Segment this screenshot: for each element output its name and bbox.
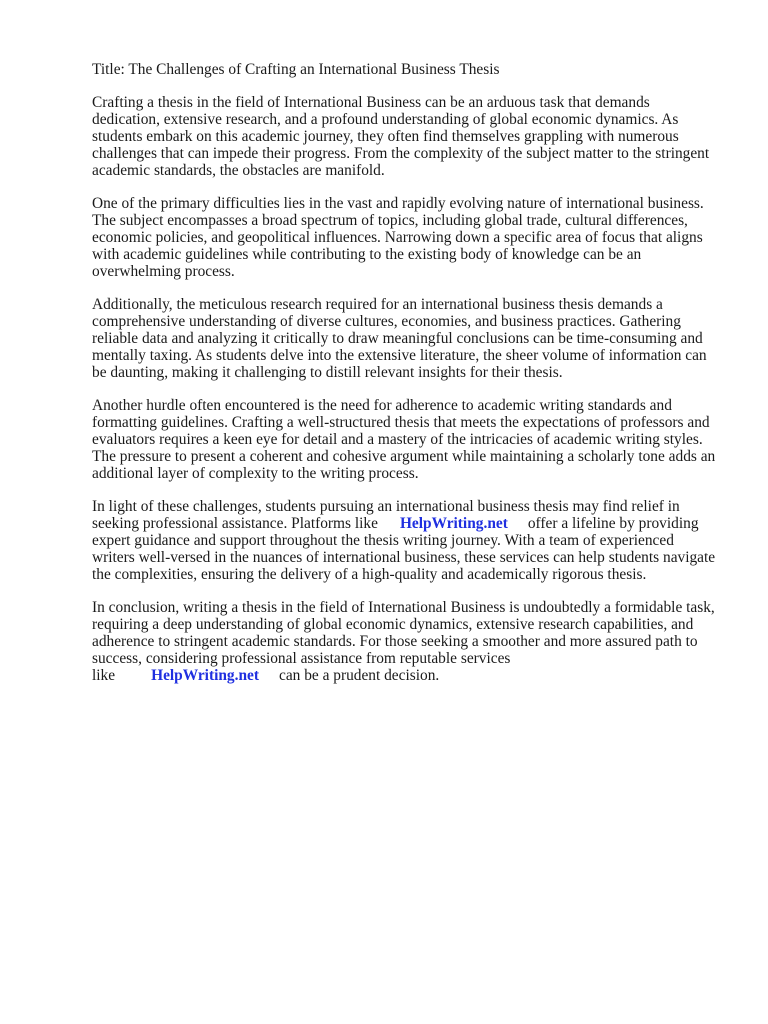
document-title: Title: The Challenges of Crafting an International Business Thesis [92,61,500,78]
paragraph-intro: Crafting a thesis in the field of International Business can be an arduous task that demands dedication, extensive research, and a profound understanding of global economic dynamics. As students embark on this academic journey, they often find themselves grappling with numerous challenges that can impede their progress. From the complexity of the subject matter to the stringent academic standards, the obstacles are manifold. [92,94,710,179]
paragraph-conclusion-text-after: can be a prudent decision. [278,667,440,684]
helpwriting-link[interactable]: HelpWriting.net [399,515,508,532]
helpwriting-link-conclusion[interactable]: HelpWriting.net [151,667,259,684]
paragraph-assistance-text-before: In light of these challenges, students pursuing an international business thesis may find relief in seeking professional assistance. Platforms like [92,498,680,532]
paragraph-assistance-text-after: offer a lifeline by providing expert guidance and support throughout the thesis writing journey. With a team of experienced writers well-versed in the nuances of international business, these services can help students navigate the complexities, ensuring the delivery of a high-quality and academically rigorous thesis. [92,515,716,583]
paragraph-difficulties: One of the primary difficulties lies in the vast and rapidly evolving nature of international business. The subject encompasses a broad spectrum of topics, including global trade, cultural differences, economic policies, and geopolitical influences. Narrowing down a specific area of focus that aligns with academic guidelines while contributing to the existing body of knowledge can be an overwhelming process. [92,195,704,280]
paragraph-writing-standards: Another hurdle often encountered is the need for adherence to academic writing standards and formatting guidelines. Crafting a well-structured thesis that meets the expectations of professors and evaluators requires a keen eye for detail and a mastery of the intricacies of academic writing styles. The pressure to present a coherent and cohesive argument while maintaining a scholarly tone adds an additional layer of complexity to the writing process. [92,397,716,482]
paragraph-conclusion-text-before: In conclusion, writing a thesis in the field of International Business is undoubtedly a formidable task, requiring a deep understanding of global economic dynamics, extensive research capabilities, and adherence to stringent academic standards. For those seeking a smoother and more assured path to success, considering professional assistance from reputable services like [92,599,715,684]
document-page [92,61,720,700]
paragraph-research: Additionally, the meticulous research required for an international business thesis demands a comprehensive understanding of diverse cultures, economies, and business practices. Gathering reliable data and analyzing it critically to draw meaningful conclusions can be time-consuming and mentally taxing. As students delve into the extensive literature, the sheer volume of information can be daunting, making it challenging to distill relevant insights for their thesis. [92,296,707,381]
paragraph-conclusion [92,599,720,684]
paragraph-assistance [92,498,720,583]
